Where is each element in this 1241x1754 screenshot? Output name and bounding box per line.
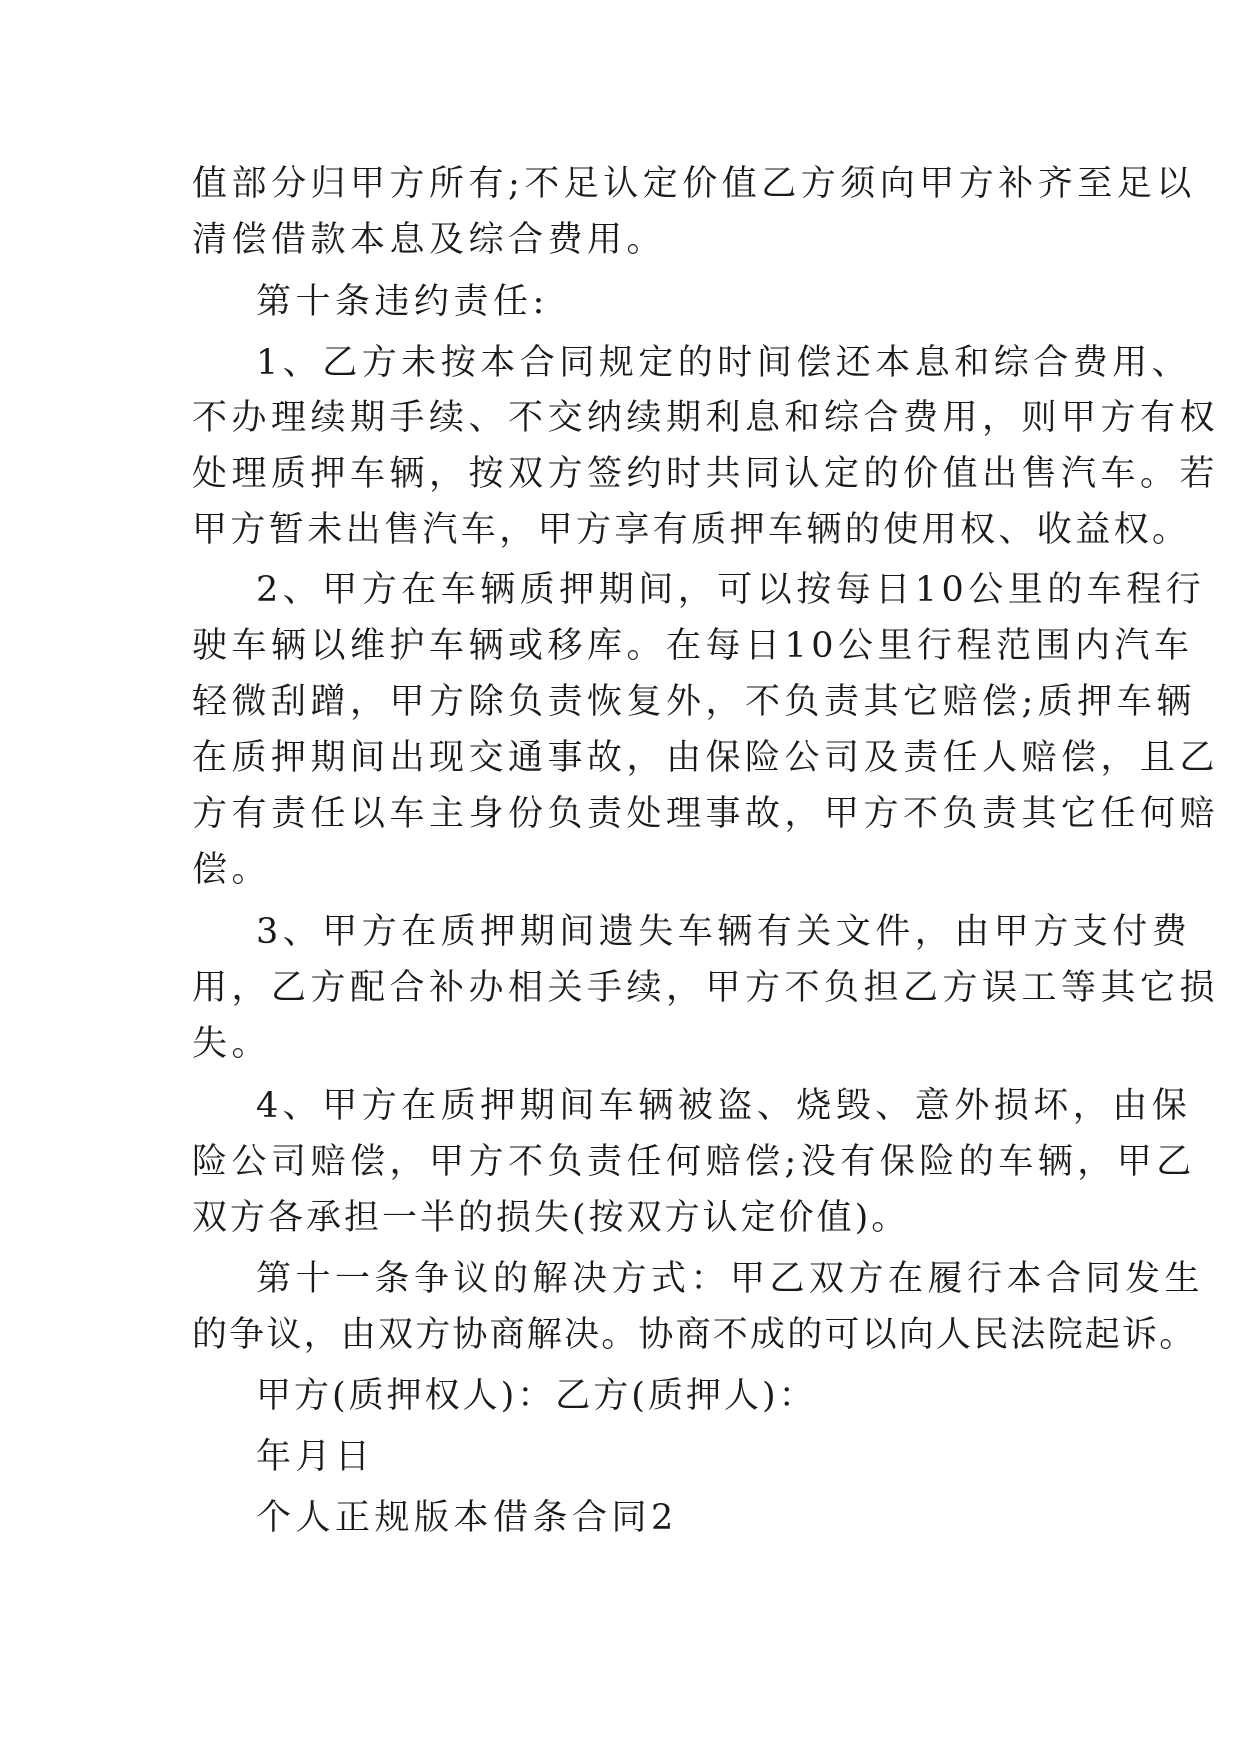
body-text-line: 甲方暂未出售汽车，甲方享有质押车辆的使用权、收益权。	[192, 510, 1191, 550]
body-text-line: 用，乙方配合补办相关手续，甲方不负担乙方误工等其它损	[192, 968, 1220, 1008]
body-text-line: 险公司赔偿，甲方不负责任何赔偿;没有保险的车辆，甲乙	[192, 1142, 1196, 1182]
clause-2-start: 2、甲方在车辆质押期间，可以按每日10公里的车程行	[256, 570, 1206, 610]
clause-4-start: 4、甲方在质押期间车辆被盗、烧毁、意外损坏，由保	[256, 1086, 1192, 1126]
body-text-line: 失。	[192, 1024, 272, 1064]
body-text-line: 的争议，由双方协商解决。协商不成的可以向人民法院起诉。	[192, 1315, 1197, 1355]
body-text-line: 清偿借款本息及综合费用。	[192, 220, 667, 260]
clause-1-start: 1、乙方未按本合同规定的时间偿还本息和综合费用、	[256, 343, 1192, 383]
body-text-line: 轻微刮蹭，甲方除负责恢复外，不负责其它赔偿;质押车辆	[192, 682, 1196, 722]
signature-parties: 甲方(质押权人)：乙方(质押人)：	[256, 1376, 817, 1416]
body-text-line: 值部分归甲方所有;不足认定价值乙方须向甲方补齐至足以	[192, 164, 1196, 204]
article-heading: 第十条违约责任:	[256, 282, 549, 322]
signature-date: 年月日	[256, 1437, 375, 1477]
next-section-title: 个人正规版本借条合同2	[256, 1498, 678, 1538]
body-text-line: 偿。	[192, 850, 272, 890]
body-text-line: 在质押期间出现交通事故，由保险公司及责任人赔偿，且乙	[192, 738, 1220, 778]
body-text-line: 方有责任以车主身份负责处理事故，甲方不负责其它任何赔	[192, 794, 1220, 834]
body-text-line: 不办理续期手续、不交纳续期利息和综合费用，则甲方有权	[192, 398, 1220, 438]
body-text-line: 处理质押车辆，按双方签约时共同认定的价值出售汽车。若	[192, 454, 1220, 494]
article-heading: 第十一条争议的解决方式：甲乙双方在履行本合同发生	[256, 1259, 1205, 1299]
body-text-line: 双方各承担一半的损失(按双方认定价值)。	[192, 1198, 910, 1238]
clause-3-start: 3、甲方在质押期间遗失车辆有关文件，由甲方支付费	[256, 912, 1192, 952]
body-text-line: 驶车辆以维护车辆或移库。在每日10公里行程范围内汽车	[192, 626, 1194, 666]
